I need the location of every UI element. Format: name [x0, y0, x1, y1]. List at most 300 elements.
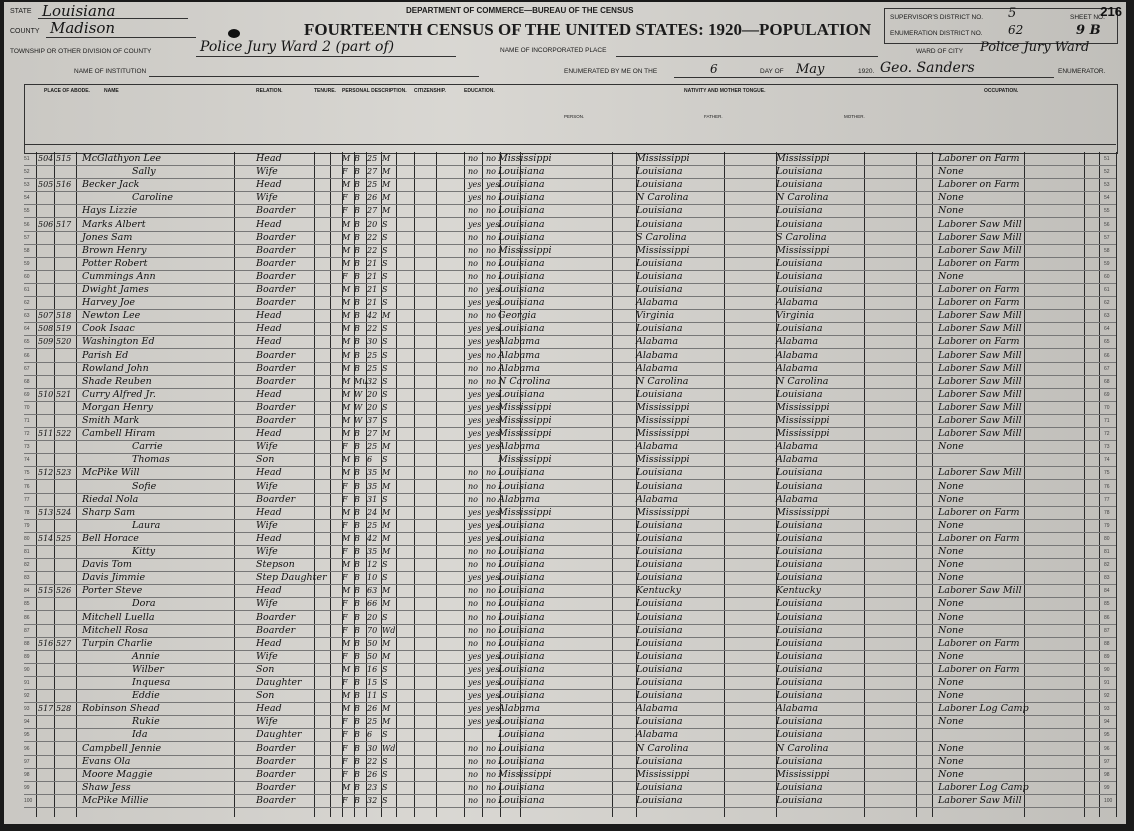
cell-fam: 518 [56, 311, 72, 321]
cell-mar: S [382, 416, 388, 425]
ward-label: WARD OF CITY [916, 48, 964, 55]
cell-fbirth: Louisiana [636, 532, 683, 544]
table-row [24, 165, 1116, 179]
cell-occ: Laborer Saw Mill [938, 794, 1022, 806]
cell-occ: None [938, 441, 964, 453]
cell-dwell [38, 715, 54, 728]
cell-occ: Laborer on Farm [938, 663, 1020, 675]
cell-write: no [486, 560, 496, 570]
cell-read: yes [468, 651, 482, 661]
cell-write: yes [486, 533, 500, 543]
line-number: 79 [24, 522, 30, 529]
column-group-label: CITIZENSHIP. [414, 88, 446, 94]
cell-sex: F [342, 612, 348, 622]
cell-sex: M [342, 311, 351, 321]
table-row [24, 362, 1116, 376]
cell-birth: Louisiana [498, 192, 545, 204]
cell-mar: S [382, 363, 388, 373]
line-number: 97 [24, 758, 30, 765]
cell-mbirth: Louisiana [776, 519, 823, 531]
cell-fbirth: Mississippi [636, 401, 690, 413]
table-row [24, 231, 1116, 245]
county-label: COUNTY [10, 28, 40, 35]
cell-read [468, 453, 484, 466]
cell-name: Sharp Sam [82, 506, 136, 518]
cell-race: B [354, 743, 360, 753]
line-number-right: 70 [1104, 404, 1110, 411]
line-number: 58 [24, 247, 30, 254]
table-row [24, 244, 1116, 258]
cell-fbirth: Louisiana [636, 690, 683, 702]
cell-mbirth: Alabama [776, 493, 818, 505]
incorporated-label: NAME OF INCORPORATED PLACE [500, 47, 607, 54]
cell-read: yes [468, 416, 482, 425]
cell-sex: F [342, 730, 348, 740]
cell-race: B [354, 337, 360, 347]
table-row [24, 493, 1116, 507]
cell-dwell [38, 689, 54, 702]
cell-mbirth: Alabama [776, 349, 818, 361]
cell-mbirth: N Carolina [776, 192, 829, 204]
cell-fbirth: Louisiana [636, 257, 683, 269]
cell-fbirth: Alabama [636, 297, 678, 309]
table-row [24, 152, 1116, 166]
cell-write: no [486, 363, 496, 373]
township-label: TOWNSHIP OR OTHER DIVISION OF COUNTY [10, 48, 152, 55]
cell-mbirth: Louisiana [776, 729, 823, 741]
cell-fbirth: N Carolina [636, 192, 689, 204]
cell-fbirth: S Carolina [636, 231, 687, 243]
cell-rel: Head [256, 506, 282, 518]
cell-birth: Louisiana [498, 598, 545, 610]
cell-read: no [468, 481, 478, 491]
cell-race: B [354, 285, 360, 294]
cell-age: 63 [367, 586, 378, 596]
cell-race: B [354, 271, 360, 281]
cell-mbirth: Louisiana [776, 716, 823, 728]
cell-rel: Wife [256, 441, 278, 453]
cell-dwell: 517 [38, 704, 54, 714]
cell-race: B [354, 678, 360, 687]
cell-name: Cook Isaac [82, 323, 135, 335]
cell-write: no [486, 494, 496, 504]
cell-age: 6 [367, 455, 373, 465]
cell-race: B [354, 625, 360, 635]
cell-age: 26 [367, 704, 378, 714]
cell-sex: M [342, 560, 351, 570]
cell-mbirth: Louisiana [776, 611, 823, 623]
cell-age: 50 [367, 651, 378, 661]
cell-occ: Laborer Saw Mill [938, 349, 1022, 361]
column-rule [1116, 152, 1117, 817]
cell-sex: M [342, 782, 351, 792]
table-row [24, 270, 1116, 284]
cell-rel: Boarder [256, 284, 296, 295]
cell-race: B [354, 219, 360, 229]
cell-mar: S [382, 573, 388, 583]
cell-sex: M [342, 154, 351, 163]
cell-name: Ida [132, 729, 148, 741]
cell-dwell [38, 453, 54, 466]
cell-occ [938, 453, 1076, 466]
cell-dwell [38, 611, 54, 624]
cell-birth: Mississippi [498, 153, 552, 164]
cell-mar: S [382, 350, 388, 360]
cell-rel: Boarder [256, 611, 296, 623]
census-title: FOURTEENTH CENSUS OF THE UNITED STATES: 1920—POPULATION [304, 20, 872, 39]
cell-mbirth: Alabama [776, 454, 818, 466]
cell-age: 31 [367, 494, 378, 504]
cell-dwell [38, 414, 54, 427]
cell-occ: Laborer on Farm [938, 336, 1020, 348]
cell-age: 30 [367, 337, 378, 347]
cell-mar: M [382, 651, 391, 661]
cell-dwell [38, 558, 54, 571]
cell-race: B [354, 167, 360, 177]
cell-rel: Head [256, 467, 282, 479]
line-number: 100 [24, 797, 33, 804]
cell-occ: Laborer Saw Mill [938, 388, 1022, 400]
sheet-no: 9 B [1076, 23, 1101, 38]
cell-read [468, 728, 484, 741]
cell-age: 26 [367, 769, 378, 779]
line-number: 59 [24, 260, 30, 267]
line-number-right: 88 [1104, 640, 1110, 647]
cell-name: Shaw Jess [82, 781, 131, 793]
table-row [24, 401, 1116, 415]
line-number-right: 86 [1104, 614, 1110, 621]
cell-mar: S [382, 402, 388, 412]
cell-read: no [468, 206, 478, 216]
cell-race: B [354, 507, 360, 517]
cell-rel: Wife [256, 192, 278, 204]
cell-fam [56, 414, 74, 427]
cell-sex: M [342, 258, 351, 268]
cell-dwell [38, 375, 54, 388]
line-number-right: 81 [1104, 549, 1110, 555]
cell-rel: Head [256, 532, 282, 544]
cell-fam [56, 676, 74, 689]
line-number: 95 [24, 732, 30, 739]
cell-fbirth: Louisiana [636, 546, 683, 557]
cell-dwell: 516 [38, 638, 54, 648]
cell-age: 16 [367, 664, 378, 674]
cell-dwell [38, 257, 54, 270]
cell-rel: Wife [256, 519, 278, 531]
cell-fam [56, 755, 74, 768]
cell-rel: Wife [256, 650, 278, 662]
cell-write: no [486, 206, 496, 216]
cell-sex: M [342, 324, 351, 334]
cell-mbirth: Alabama [776, 703, 818, 715]
cell-birth: Louisiana [498, 585, 545, 597]
cell-fbirth: Louisiana [636, 218, 683, 230]
institution-rule [149, 76, 479, 77]
cell-fam: 526 [56, 586, 72, 596]
line-number: 81 [24, 549, 30, 555]
line-number: 84 [24, 588, 30, 595]
cell-fbirth: Louisiana [636, 598, 683, 610]
cell-mar: S [382, 285, 388, 294]
cell-birth: Mississippi [498, 768, 552, 780]
supervisor-no: 5 [1008, 6, 1017, 21]
cell-fam [56, 375, 74, 388]
cell-rel: Wife [256, 716, 278, 728]
cell-occ: Laborer Saw Mill [938, 218, 1022, 230]
table-row [24, 375, 1116, 389]
cell-read: yes [468, 664, 482, 674]
table-row [24, 480, 1116, 494]
cell-age: 20 [367, 389, 378, 399]
cell-rel: Boarder [256, 270, 296, 282]
table-row [24, 637, 1116, 651]
line-number: 88 [24, 640, 30, 647]
state-label: STATE [10, 8, 32, 15]
table-row [24, 755, 1116, 769]
cell-age: 35 [367, 468, 378, 478]
cell-dwell [38, 742, 54, 755]
cell-fam [56, 545, 74, 558]
cell-sex: M [342, 638, 351, 648]
cell-occ: Laborer Log Camp [938, 703, 1029, 715]
cell-fam: 521 [56, 389, 72, 399]
cell-fam: 516 [56, 180, 72, 190]
cell-race: B [354, 769, 360, 779]
cell-write: no [486, 481, 496, 491]
line-number-right: 63 [1104, 313, 1110, 320]
cell-occ: Laborer Log Camp [938, 781, 1029, 793]
column-group-label: EDUCATION. [464, 88, 495, 94]
cell-race: B [354, 612, 360, 622]
cell-sex: M [342, 402, 351, 412]
cell-fam [56, 165, 74, 178]
cell-sex: F [342, 573, 348, 583]
cell-mbirth: Louisiana [776, 637, 823, 649]
cell-fam [56, 191, 74, 204]
cell-birth: Louisiana [498, 611, 545, 623]
cell-age: 25 [367, 350, 378, 360]
cell-race: B [354, 206, 360, 216]
cell-mbirth: Alabama [776, 336, 818, 348]
table-row [24, 584, 1116, 598]
cell-fbirth: Alabama [636, 441, 678, 453]
line-number: 80 [24, 535, 30, 542]
line-number-right: 96 [1104, 745, 1110, 752]
cell-write: no [486, 245, 496, 255]
cell-age: 25 [367, 180, 378, 190]
table-row [24, 742, 1116, 756]
cell-birth: Louisiana [498, 480, 545, 492]
cell-read: no [468, 468, 478, 478]
cell-rel: Wife [256, 546, 278, 557]
cell-mbirth: Louisiana [776, 650, 823, 662]
cell-age: 20 [367, 612, 378, 622]
table-row [24, 191, 1116, 205]
table-row [24, 781, 1116, 795]
line-number: 61 [24, 287, 30, 293]
cell-age: 23 [367, 782, 378, 792]
cell-name: Brown Henry [82, 244, 147, 256]
cell-race: B [354, 638, 360, 648]
cell-name: Parish Ed [82, 349, 129, 361]
cell-mbirth: Alabama [776, 441, 818, 453]
cell-birth: Louisiana [498, 231, 545, 243]
cell-read: no [468, 625, 478, 635]
cell-mar: S [382, 678, 388, 687]
cell-rel: Boarder [256, 297, 296, 309]
township-rule [196, 56, 456, 57]
cell-mar: S [382, 298, 388, 308]
cell-mar: M [382, 442, 391, 452]
cell-birth: Louisiana [498, 388, 545, 400]
cell-dwell [38, 624, 54, 637]
table-row [24, 519, 1116, 533]
cell-birth: Alabama [498, 349, 540, 361]
cell-read: no [468, 232, 478, 242]
cell-occ: None [938, 716, 964, 728]
cell-write: no [486, 271, 496, 281]
table-row [24, 335, 1116, 349]
cell-race: B [354, 664, 360, 674]
cell-fam [56, 401, 74, 414]
cell-race: B [354, 494, 360, 504]
cell-fbirth: Virginia [636, 310, 675, 322]
cell-race: B [354, 154, 360, 163]
cell-age: 37 [367, 416, 378, 425]
cell-rel: Stepson [256, 559, 295, 571]
cell-occ: None [938, 650, 964, 662]
table-row [24, 453, 1116, 467]
enum-month: May [796, 62, 825, 77]
cell-rel: Wife [256, 598, 278, 610]
cell-name: Rowland John [82, 362, 149, 374]
line-number-right: 91 [1104, 680, 1110, 686]
cell-read: no [468, 376, 478, 386]
cell-sex: M [342, 704, 351, 714]
cell-name: Kitty [132, 546, 156, 557]
cell-sex: M [342, 245, 351, 255]
line-number: 63 [24, 313, 30, 320]
cell-birth: Louisiana [498, 519, 545, 531]
cell-name: Curry Alfred Jr. [82, 388, 156, 400]
cell-birth: Louisiana [498, 663, 545, 675]
cell-dwell: 507 [38, 311, 54, 321]
enumerator-name: Geo. Sanders [880, 60, 975, 76]
cell-dwell [38, 545, 54, 558]
cell-mar: S [382, 232, 388, 242]
cell-mbirth: Louisiana [776, 677, 823, 688]
cell-write: no [486, 350, 496, 360]
cell-write: yes [486, 298, 500, 308]
line-number-right: 65 [1104, 339, 1110, 346]
cell-race: B [354, 350, 360, 360]
line-number: 57 [24, 234, 30, 241]
cell-sex: M [342, 285, 351, 294]
cell-age: 32 [367, 376, 378, 386]
line-number: 65 [24, 339, 30, 346]
cell-occ: None [938, 546, 964, 557]
cell-dwell [38, 191, 54, 204]
cell-write: no [486, 258, 496, 268]
cell-age: 21 [367, 285, 378, 294]
table-row [24, 663, 1116, 677]
cell-mar: S [382, 795, 388, 805]
cell-mar: Wd [382, 743, 396, 753]
cell-race: W [354, 402, 363, 412]
cell-dwell: 508 [38, 324, 54, 334]
cell-read: no [468, 363, 478, 373]
cell-birth: Louisiana [498, 467, 545, 479]
department-title: DEPARTMENT OF COMMERCE—BUREAU OF THE CENSUS [406, 6, 634, 15]
cell-fam [56, 768, 74, 781]
cell-dwell [38, 663, 54, 676]
cell-fbirth: Alabama [636, 349, 678, 361]
cell-write: no [486, 376, 496, 386]
cell-write: no [486, 311, 496, 321]
header-number-rule [24, 144, 1116, 145]
cell-mbirth: Alabama [776, 297, 818, 309]
census-sheet [4, 2, 1126, 824]
cell-rel: Wife [256, 166, 278, 178]
line-number-right: 58 [1104, 247, 1110, 254]
cell-race: B [354, 429, 360, 439]
cell-mbirth: Alabama [776, 362, 818, 374]
cell-read: no [468, 743, 478, 753]
cell-mar: M [382, 481, 391, 491]
line-number: 75 [24, 470, 30, 477]
cell-dwell [38, 270, 54, 283]
cell-fam [56, 728, 74, 741]
cell-read: no [468, 782, 478, 792]
cell-mbirth: Louisiana [776, 467, 823, 479]
cell-fbirth: Louisiana [636, 755, 683, 767]
day-of-label: DAY OF [760, 68, 784, 75]
cell-fbirth: Louisiana [636, 270, 683, 282]
cell-write: no [486, 769, 496, 779]
cell-fbirth: Mississippi [636, 244, 690, 256]
cell-rel: Boarder [256, 257, 296, 269]
cell-occ: Laborer on Farm [938, 153, 1020, 164]
cell-name: Caroline [132, 192, 174, 204]
cell-dwell [38, 794, 54, 807]
cell-occ [938, 728, 1076, 741]
line-number-right: 71 [1104, 418, 1110, 424]
cell-rel: Boarder [256, 362, 296, 374]
cell-fam [56, 611, 74, 624]
cell-fbirth: Alabama [636, 729, 678, 741]
cell-birth: Louisiana [498, 677, 545, 688]
table-row [24, 283, 1116, 297]
supervisor-label: SUPERVISOR'S DISTRICT NO. [890, 14, 984, 21]
table-row [24, 650, 1116, 664]
cell-age: 20 [367, 402, 378, 412]
line-number: 67 [24, 365, 30, 372]
cell-rel: Boarder [256, 349, 296, 361]
cell-age: 22 [367, 324, 378, 334]
cell-mbirth: Louisiana [776, 205, 823, 217]
cell-birth: Louisiana [498, 323, 545, 335]
cell-dwell: 511 [38, 429, 54, 439]
cell-dwell: 515 [38, 586, 54, 596]
cell-race: B [354, 258, 360, 268]
table-row [24, 414, 1116, 428]
cell-write: yes [486, 691, 500, 701]
cell-fam: 528 [56, 704, 72, 714]
line-number-right: 95 [1104, 732, 1110, 739]
enumeration-label: ENUMERATION DISTRICT NO. [890, 30, 983, 37]
cell-rel: Boarder [256, 781, 296, 793]
line-number: 89 [24, 653, 30, 660]
